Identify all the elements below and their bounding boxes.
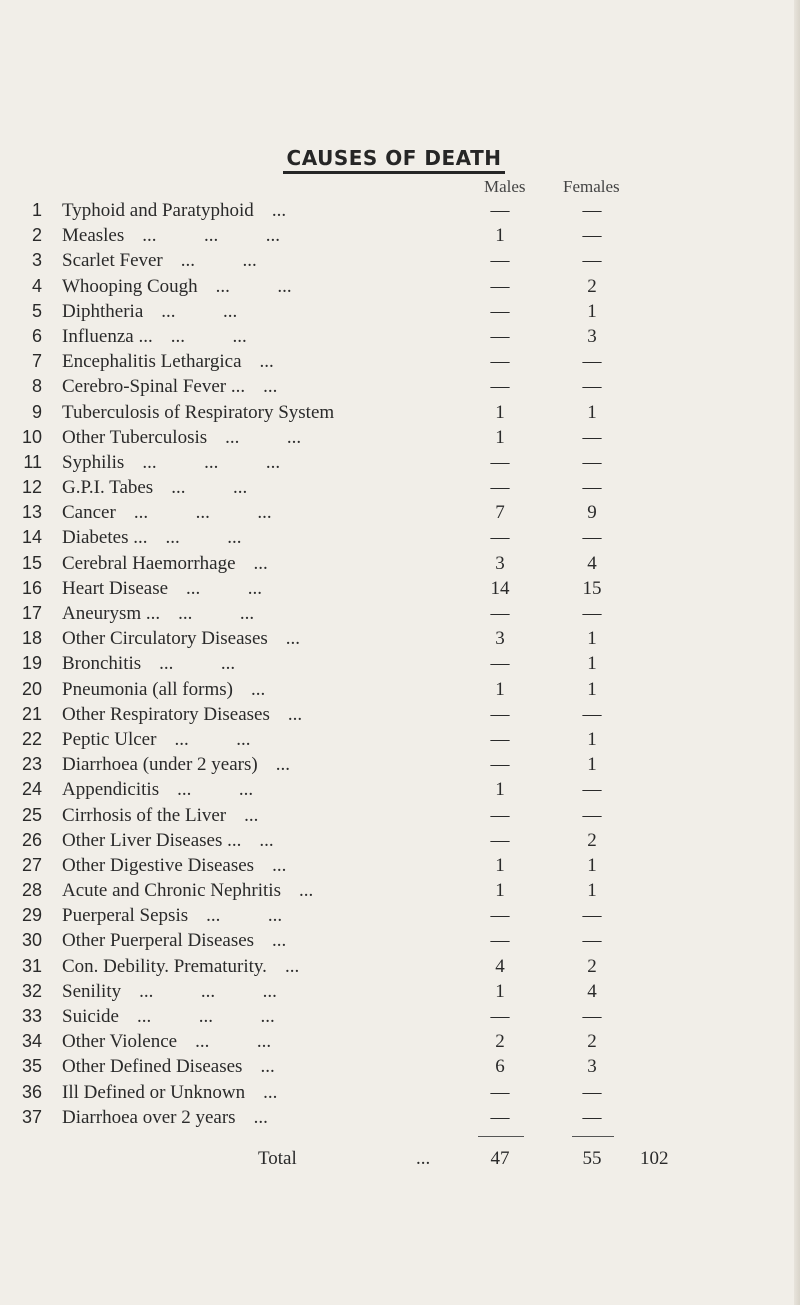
cause-label bbox=[62, 702, 302, 727]
page-title: CAUSES OF DEATH bbox=[0, 146, 800, 174]
males-value: — bbox=[490, 703, 510, 725]
leader-dots: ... ... bbox=[171, 477, 248, 499]
cause-label bbox=[62, 853, 286, 878]
row-number: 9 bbox=[31, 401, 42, 422]
cause-text: Other Defined Diseases bbox=[62, 1056, 243, 1078]
males-value: 1 bbox=[495, 225, 505, 247]
row-number: 5 bbox=[31, 300, 42, 321]
males-value: — bbox=[490, 804, 510, 826]
total-all: 102 bbox=[640, 1148, 669, 1169]
table-row bbox=[0, 853, 800, 878]
leader-dots: ... ... bbox=[159, 653, 236, 675]
table-row bbox=[0, 903, 800, 928]
cause-text: Senility bbox=[62, 980, 122, 1002]
females-value: 3 bbox=[587, 1056, 597, 1078]
females-value: 1 bbox=[587, 678, 597, 700]
row-number: 15 bbox=[21, 552, 42, 573]
table-row bbox=[0, 626, 800, 651]
males-value: — bbox=[490, 728, 510, 750]
cause-text: Influenza ... bbox=[62, 325, 153, 347]
males-value: — bbox=[490, 527, 510, 549]
cause-text: Other Puerperal Diseases bbox=[62, 930, 255, 952]
cause-text: Acute and Chronic Nephritis bbox=[62, 880, 281, 902]
cause-label bbox=[62, 928, 286, 953]
table-row bbox=[0, 525, 800, 550]
cause-text: Measles bbox=[62, 225, 125, 247]
leader-dots: ... ... bbox=[174, 728, 251, 750]
cause-label bbox=[62, 274, 292, 299]
females-value: 1 bbox=[587, 401, 597, 423]
males-value: — bbox=[490, 325, 510, 347]
row-number: 1 bbox=[31, 200, 42, 220]
table-row bbox=[0, 475, 800, 500]
leader-dots: ... bbox=[285, 628, 301, 650]
cause-label bbox=[62, 525, 241, 550]
cause-text: Diarrhoea (under 2 years) bbox=[62, 754, 258, 776]
table-row bbox=[0, 198, 800, 223]
leader-dots: ... bbox=[298, 880, 314, 902]
leader-dots: ... ... ... bbox=[139, 980, 277, 1002]
cause-text: Cancer bbox=[62, 502, 116, 524]
table-row bbox=[0, 500, 800, 525]
leader-dots: ... ... ... bbox=[137, 1006, 275, 1027]
row-number: 29 bbox=[21, 905, 42, 926]
cause-text: Diphtheria bbox=[62, 300, 144, 322]
males-value: 1 bbox=[495, 401, 505, 423]
cause-label bbox=[62, 248, 257, 273]
leader-dots: ... bbox=[259, 351, 274, 373]
cause-text: Pneumonia (all forms) bbox=[62, 678, 233, 700]
females-value: — bbox=[582, 250, 602, 272]
cause-label bbox=[62, 677, 265, 702]
row-number: 2 bbox=[31, 225, 42, 246]
cause-text: Scarlet Fever bbox=[62, 250, 163, 272]
cause-label bbox=[62, 500, 272, 525]
table-row bbox=[0, 425, 800, 450]
males-value: — bbox=[490, 653, 510, 675]
cause-text: Heart Disease bbox=[62, 577, 169, 599]
females-value: 2 bbox=[587, 1031, 597, 1053]
cause-label bbox=[62, 626, 300, 651]
males-value: 7 bbox=[495, 502, 505, 524]
row-number: 32 bbox=[21, 980, 42, 1001]
cause-text: Other Respiratory Diseases bbox=[62, 703, 270, 725]
table-row bbox=[0, 1105, 800, 1130]
cause-text: Syphilis bbox=[62, 451, 125, 473]
row-number: 36 bbox=[21, 1081, 42, 1102]
females-value: — bbox=[582, 477, 602, 499]
females-value: — bbox=[582, 200, 602, 221]
row-number: 16 bbox=[21, 577, 42, 598]
page-edge bbox=[794, 0, 800, 1305]
males-value: — bbox=[490, 1106, 510, 1128]
cause-text: Aneurysm ... bbox=[62, 603, 161, 624]
leader-dots: ... ... ... bbox=[142, 451, 281, 473]
row-number: 13 bbox=[21, 502, 42, 523]
cause-label bbox=[62, 299, 237, 324]
table-row bbox=[0, 651, 800, 676]
row-number: 31 bbox=[21, 955, 42, 976]
cause-text: G.P.I. Tabes bbox=[62, 477, 154, 499]
leader-dots: ... bbox=[253, 552, 268, 574]
table-row bbox=[0, 954, 800, 979]
causes-table bbox=[0, 198, 800, 1130]
leader-dots: ... ... bbox=[195, 1031, 272, 1053]
row-number: 23 bbox=[21, 754, 42, 775]
leader-dots: ... bbox=[244, 804, 259, 826]
cause-label bbox=[62, 1004, 275, 1029]
cause-label bbox=[62, 1054, 275, 1079]
cause-label bbox=[62, 198, 286, 223]
table-row bbox=[0, 677, 800, 702]
table-row bbox=[0, 450, 800, 475]
cause-label bbox=[62, 601, 254, 626]
cause-label bbox=[62, 374, 277, 399]
cause-label bbox=[62, 954, 299, 979]
males-value: 6 bbox=[495, 1056, 505, 1078]
cause-label bbox=[62, 400, 352, 425]
males-value: 1 bbox=[495, 880, 505, 902]
cause-label bbox=[62, 425, 301, 450]
leader-dots: ... bbox=[260, 1056, 275, 1078]
males-value: — bbox=[490, 200, 510, 221]
males-value: — bbox=[490, 300, 510, 322]
females-value: 3 bbox=[587, 325, 597, 347]
cause-text: Tuberculosis of Respiratory System bbox=[62, 401, 335, 423]
table-row bbox=[0, 248, 800, 273]
table-row bbox=[0, 374, 800, 399]
cause-label bbox=[62, 576, 262, 601]
males-value: 14 bbox=[490, 577, 510, 599]
cause-text: Suicide bbox=[62, 1006, 119, 1027]
males-value: 1 bbox=[495, 980, 505, 1002]
row-number: 25 bbox=[21, 804, 42, 825]
cause-text: Typhoid and Paratyphoid bbox=[62, 200, 254, 221]
leader-dots: ... bbox=[275, 754, 290, 776]
females-value: 4 bbox=[587, 980, 597, 1002]
females-value: — bbox=[582, 451, 602, 473]
row-number: 27 bbox=[21, 854, 42, 875]
females-value: — bbox=[582, 225, 602, 247]
females-value: — bbox=[582, 905, 602, 927]
row-number: 3 bbox=[31, 250, 42, 271]
total-label: Total bbox=[258, 1148, 297, 1169]
table-row bbox=[0, 601, 800, 626]
cause-text: Whooping Cough bbox=[62, 275, 198, 297]
table-row bbox=[0, 576, 800, 601]
cause-label bbox=[62, 1029, 271, 1054]
leader-dots: ... bbox=[250, 678, 266, 700]
cause-text: Cirrhosis of the Liver bbox=[62, 804, 227, 826]
row-number: 17 bbox=[21, 603, 42, 623]
leader-dots: ... bbox=[263, 376, 278, 398]
row-number: 21 bbox=[21, 703, 42, 724]
females-value: — bbox=[582, 426, 602, 448]
table-row bbox=[0, 702, 800, 727]
cause-label bbox=[62, 828, 274, 853]
cause-text: Ill Defined or Unknown bbox=[62, 1081, 246, 1103]
males-value: — bbox=[490, 754, 510, 776]
females-value: 15 bbox=[582, 577, 602, 599]
females-value: — bbox=[582, 804, 602, 826]
females-value: 1 bbox=[587, 754, 597, 776]
cause-label bbox=[62, 223, 280, 248]
column-header-males: Males bbox=[484, 177, 526, 196]
females-value: 1 bbox=[587, 653, 597, 675]
table-row bbox=[0, 274, 800, 299]
females-value: — bbox=[582, 1081, 602, 1103]
females-value: 1 bbox=[587, 628, 597, 650]
row-number: 7 bbox=[31, 351, 42, 372]
females-value: 2 bbox=[587, 955, 597, 977]
cause-text: Con. Debility. Prematurity. bbox=[62, 955, 267, 977]
table-row bbox=[0, 400, 800, 425]
females-value: — bbox=[582, 703, 602, 725]
table-row bbox=[0, 979, 800, 1004]
table-row bbox=[0, 1054, 800, 1079]
leader-dots: ... ... bbox=[170, 325, 247, 347]
leader-dots: ... ... bbox=[177, 779, 254, 801]
leader-dots: ... ... ... bbox=[133, 502, 272, 524]
row-number: 6 bbox=[31, 325, 42, 346]
leader-dots: ... bbox=[284, 955, 300, 977]
row-number: 28 bbox=[21, 880, 42, 901]
cause-label bbox=[62, 878, 313, 903]
cause-text: Other Digestive Diseases bbox=[62, 854, 255, 876]
males-value: — bbox=[490, 905, 510, 927]
row-number: 26 bbox=[21, 829, 42, 850]
leader-dots: ... ... bbox=[215, 275, 292, 297]
row-number: 11 bbox=[23, 451, 42, 472]
cause-text: Other Circulatory Diseases bbox=[62, 628, 268, 650]
cause-label bbox=[62, 777, 253, 802]
females-value: 1 bbox=[587, 300, 597, 322]
males-value: — bbox=[490, 376, 510, 398]
females-value: — bbox=[582, 1106, 602, 1128]
males-value: — bbox=[490, 829, 510, 851]
females-value: 9 bbox=[587, 502, 597, 524]
cause-text: Other Liver Diseases ... bbox=[62, 829, 242, 851]
males-value: — bbox=[490, 351, 510, 373]
cause-label bbox=[62, 324, 247, 349]
table-row bbox=[0, 752, 800, 777]
males-value: 3 bbox=[495, 628, 505, 650]
cause-label bbox=[62, 475, 247, 500]
table-row bbox=[0, 928, 800, 953]
cause-label bbox=[62, 551, 268, 576]
row-number: 19 bbox=[21, 653, 42, 674]
males-value: — bbox=[490, 1006, 510, 1027]
cause-text: Diabetes ... bbox=[62, 527, 148, 549]
row-number: 24 bbox=[21, 779, 42, 800]
table-row bbox=[0, 1029, 800, 1054]
cause-label bbox=[62, 651, 235, 676]
row-number: 33 bbox=[21, 1006, 42, 1026]
females-value: 1 bbox=[587, 880, 597, 902]
males-value: 1 bbox=[495, 779, 505, 801]
column-header-females: Females bbox=[563, 177, 620, 196]
row-number: 18 bbox=[21, 628, 42, 649]
females-value: — bbox=[582, 1006, 602, 1027]
males-value: 1 bbox=[495, 426, 505, 448]
females-value: — bbox=[582, 603, 602, 624]
males-value: 3 bbox=[495, 552, 505, 574]
cause-text: Cerebral Haemorrhage bbox=[62, 552, 236, 574]
table-row bbox=[0, 349, 800, 374]
females-value: — bbox=[582, 779, 602, 801]
cause-label bbox=[62, 752, 290, 777]
males-value: 4 bbox=[495, 955, 505, 977]
leader-dots: ... ... bbox=[165, 527, 242, 549]
cause-text: Puerperal Sepsis bbox=[62, 905, 189, 927]
total-rule bbox=[0, 1136, 800, 1140]
table-row bbox=[0, 878, 800, 903]
cause-text: Appendicitis bbox=[62, 779, 160, 801]
row-number: 34 bbox=[21, 1031, 42, 1052]
females-value: 2 bbox=[587, 829, 597, 851]
cause-label bbox=[62, 1080, 277, 1105]
total-males: 47 bbox=[490, 1148, 510, 1169]
row-number: 12 bbox=[21, 477, 42, 498]
table-row bbox=[0, 803, 800, 828]
row-number: 20 bbox=[21, 678, 42, 699]
row-number: 14 bbox=[21, 527, 42, 548]
females-value: 4 bbox=[587, 552, 597, 574]
table-row bbox=[0, 777, 800, 802]
leader-dots: ... bbox=[271, 200, 287, 221]
females-value: — bbox=[582, 930, 602, 952]
cause-label bbox=[62, 903, 282, 928]
leader-dots: ... ... bbox=[161, 300, 238, 322]
total-row bbox=[0, 1146, 800, 1172]
males-value: — bbox=[490, 930, 510, 952]
males-value: — bbox=[490, 275, 510, 297]
cause-label bbox=[62, 1105, 268, 1130]
males-value: — bbox=[490, 603, 510, 624]
row-number: 37 bbox=[21, 1106, 42, 1127]
females-value: 1 bbox=[587, 728, 597, 750]
males-value: 1 bbox=[495, 678, 505, 700]
males-value: — bbox=[490, 250, 510, 272]
row-number: 35 bbox=[21, 1056, 42, 1077]
table-row bbox=[0, 1080, 800, 1105]
leader-dots: ... bbox=[272, 854, 287, 876]
leader-dots: ... ... bbox=[186, 577, 263, 599]
table-row bbox=[0, 324, 800, 349]
leader-dots: ... ... bbox=[225, 426, 302, 448]
cause-text: Cerebro-Spinal Fever ... bbox=[62, 376, 246, 398]
leader-dots: ... bbox=[259, 829, 274, 851]
cause-text: Other Violence bbox=[62, 1031, 178, 1053]
cause-label bbox=[62, 727, 250, 752]
leader-dots: ... bbox=[253, 1106, 268, 1128]
total-leader-dots: ... bbox=[416, 1148, 431, 1169]
females-value: — bbox=[582, 527, 602, 549]
row-number: 8 bbox=[31, 376, 42, 397]
females-value: — bbox=[582, 376, 602, 398]
females-value: 2 bbox=[587, 275, 597, 297]
males-value: — bbox=[490, 477, 510, 499]
males-value: — bbox=[490, 451, 510, 473]
row-number: 10 bbox=[21, 426, 42, 447]
table-row bbox=[0, 223, 800, 248]
males-value: 1 bbox=[495, 854, 505, 876]
males-value: 2 bbox=[495, 1031, 505, 1053]
table-row bbox=[0, 1004, 800, 1029]
leader-dots: ... ... ... bbox=[142, 225, 281, 247]
cause-label bbox=[62, 803, 258, 828]
table-row bbox=[0, 551, 800, 576]
total-females: 55 bbox=[582, 1148, 602, 1169]
table-row bbox=[0, 299, 800, 324]
cause-text: Diarrhoea over 2 years bbox=[62, 1106, 236, 1128]
cause-text: Other Tuberculosis bbox=[62, 426, 208, 448]
table-row bbox=[0, 727, 800, 752]
leader-dots: ... ... bbox=[178, 603, 255, 624]
leader-dots: ... bbox=[287, 703, 303, 725]
cause-label bbox=[62, 979, 277, 1004]
row-number: 30 bbox=[21, 930, 42, 951]
cause-text: Peptic Ulcer bbox=[62, 728, 157, 750]
cause-label bbox=[62, 349, 274, 374]
males-value: — bbox=[490, 1081, 510, 1103]
cause-label bbox=[62, 450, 280, 475]
cause-text: Encephalitis Lethargica bbox=[62, 351, 242, 373]
table-row bbox=[0, 828, 800, 853]
leader-dots: ... ... bbox=[180, 250, 257, 272]
leader-dots: ... ... bbox=[206, 905, 283, 927]
leader-dots: ... bbox=[263, 1081, 278, 1103]
females-value: — bbox=[582, 351, 602, 373]
cause-text: Bronchitis bbox=[62, 653, 142, 675]
row-number: 4 bbox=[31, 275, 42, 296]
row-number: 22 bbox=[21, 728, 42, 749]
leader-dots: ... bbox=[272, 930, 287, 952]
females-value: 1 bbox=[587, 854, 597, 876]
